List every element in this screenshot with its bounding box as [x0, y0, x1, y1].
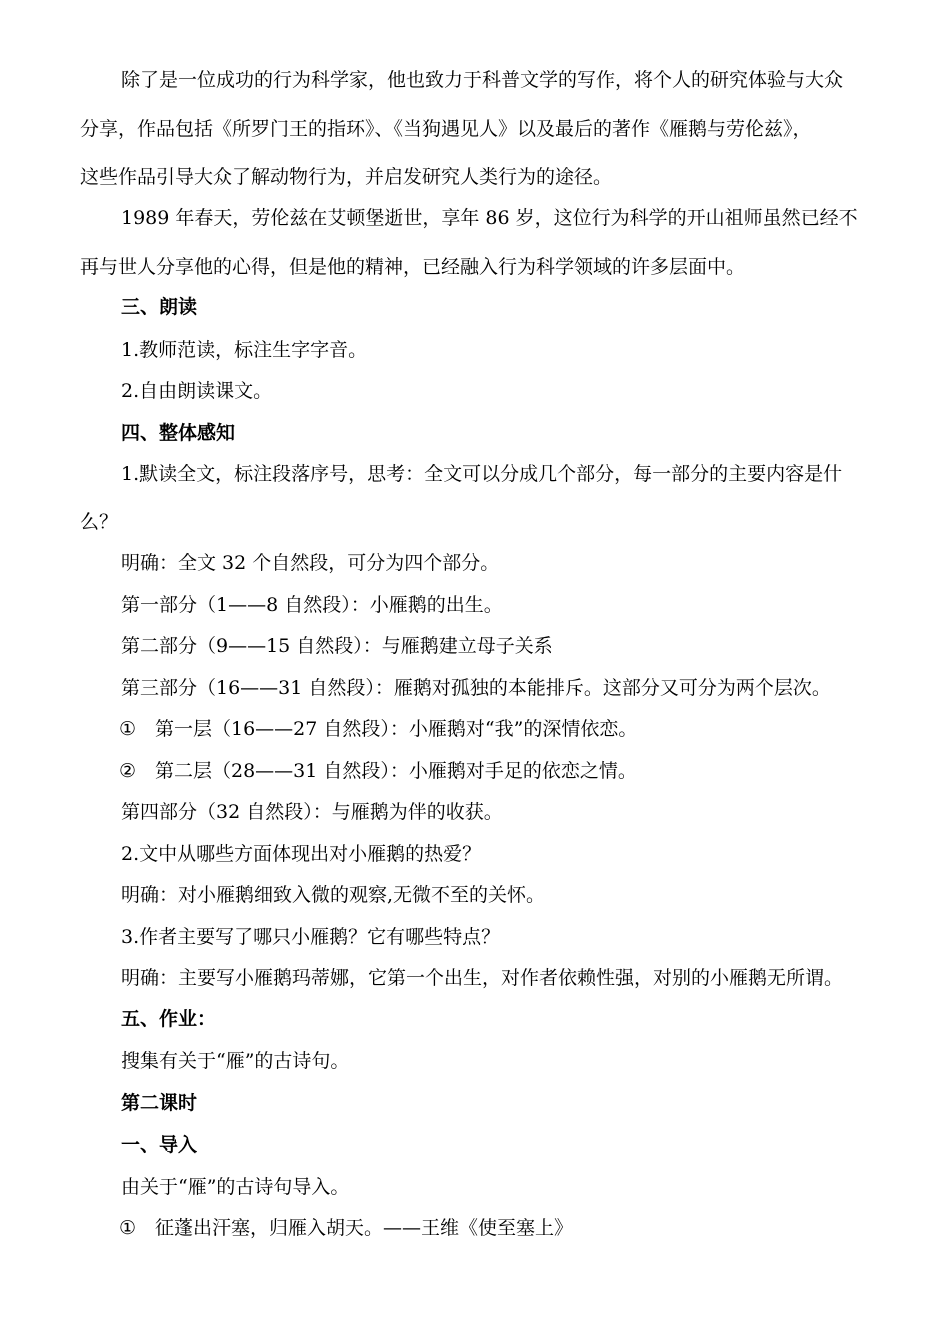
sub-list-item: [119, 720, 637, 739]
sub-list-text: 第一层（16——27 自然段）：小雁鹅对“我”的深情依恋。: [155, 718, 638, 740]
question-line: 2.文中从哪些方面体现出对小雁鹅的热爱？: [121, 843, 482, 865]
list-item: 第三部分（16——31 自然段）：雁鹅对孤独的本能排斥。这部分又可分为两个层次。: [121, 677, 831, 699]
circled-number: ①: [119, 718, 137, 740]
lesson-heading: 第二课时: [121, 1092, 198, 1114]
list-item: 1.教师范读，标注生字字音。: [121, 339, 368, 361]
list-item: 第一部分（1——8 自然段）：小雁鹅的出生。: [121, 594, 503, 616]
homework-line: 搜集有关于“雁”的古诗句。: [121, 1050, 350, 1072]
section-heading: 三、朗读: [121, 296, 198, 318]
answer-line: 明确：对小雁鹅细致入微的观察,无微不至的关怀。: [121, 884, 546, 906]
list-item: 第四部分（32 自然段）：与雁鹅为伴的收获。: [121, 801, 503, 823]
list-item: 2.自由朗读课文。: [121, 380, 273, 402]
paragraph-line: 由关于“雁”的古诗句导入。: [121, 1176, 350, 1198]
sub-list-item: [119, 762, 637, 781]
poem-item: [119, 1219, 573, 1238]
section-heading: 四、整体感知: [121, 422, 236, 444]
sub-list-text: 第二层（28——31 自然段）：小雁鹅对手足的依恋之情。: [155, 760, 637, 782]
question-line: 么？: [80, 511, 119, 533]
question-line: 1.默读全文，标注段落序号，思考：全文可以分成几个部分，每一部分的主要内容是什: [121, 463, 843, 485]
paragraph-line: 这些作品引导大众了解动物行为，并启发研究人类行为的途径。: [80, 166, 613, 188]
list-item: 第二部分（9——15 自然段）：与雁鹅建立母子关系: [121, 635, 553, 657]
paragraph-line: 除了是一位成功的行为科学家，他也致力于科普文学的写作，将个人的研究体验与大众: [121, 69, 844, 91]
answer-line: 明确：主要写小雁鹅玛蒂娜，它第一个出生，对作者依赖性强，对别的小雁鹅无所谓。: [121, 967, 844, 989]
answer-line: 明确：全文 32 个自然段，可分为四个部分。: [121, 552, 500, 574]
circled-number: ①: [119, 1217, 137, 1239]
paragraph-line: 再与世人分享他的心得，但是他的精神，已经融入行为科学领域的许多层面中。: [80, 256, 746, 278]
circled-number: ②: [119, 760, 137, 782]
poem-text: 征蓬出汗塞，归雁入胡天。——王维《使至塞上》: [155, 1217, 574, 1239]
section-heading: 一、导入: [121, 1134, 198, 1156]
paragraph-line: 分享，作品包括《所罗门王的指环》、《当狗遇见人》以及最后的著作《雁鹅与劳伦兹》，: [80, 118, 812, 140]
paragraph-line: 1989 年春天，劳伦兹在艾顿堡逝世，享年 86 岁，这位行为科学的开山祖师虽然已经不: [121, 207, 858, 229]
section-heading: 五、作业：: [121, 1008, 217, 1030]
question-line: 3.作者主要写了哪只小雁鹅？它有哪些特点？: [121, 926, 501, 948]
